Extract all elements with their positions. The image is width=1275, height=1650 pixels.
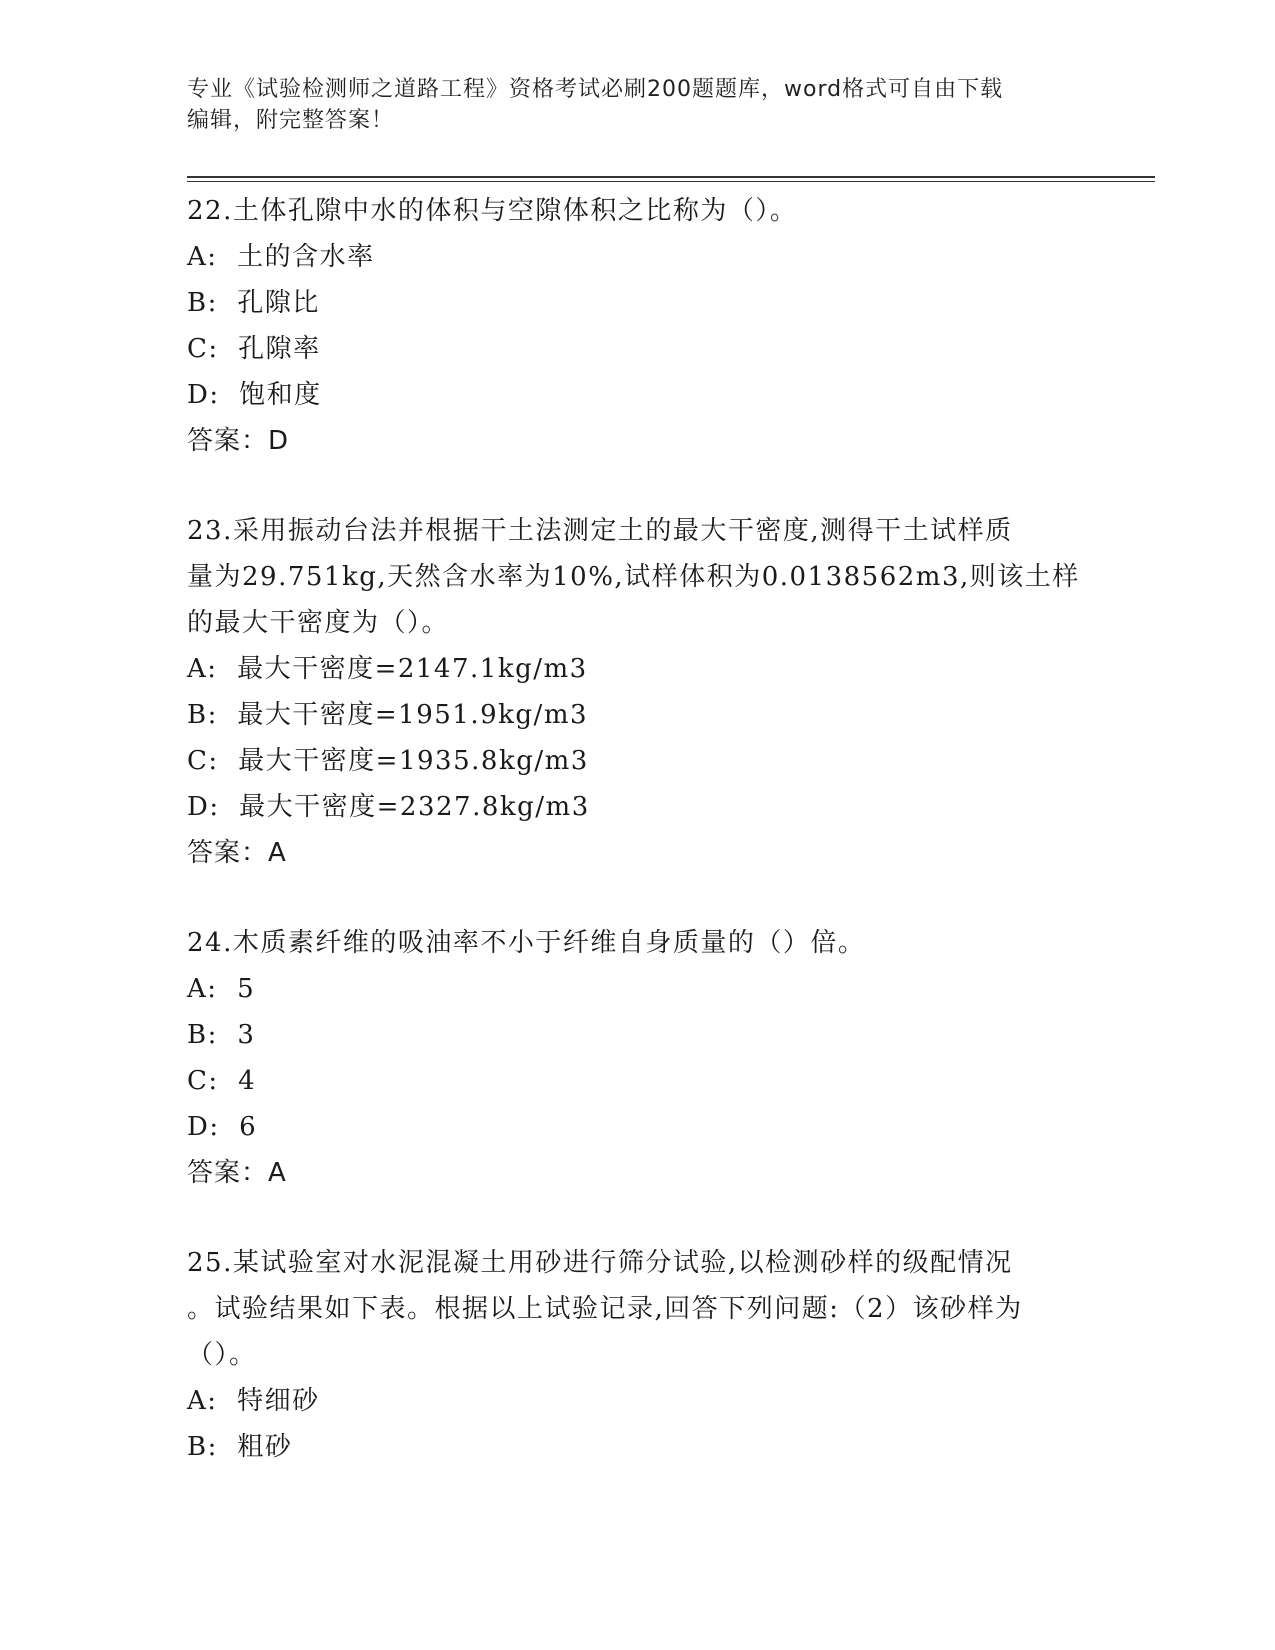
question-24 (187, 920, 1087, 1196)
header-divider-thick (187, 176, 1155, 178)
question-23 (187, 508, 1087, 876)
question-stem-line: 24.木质素纤维的吸油率不小于纤维自身质量的（）倍。 (187, 928, 866, 958)
option-b: B: 粗砂 (187, 1432, 293, 1462)
question-25 (187, 1240, 1087, 1470)
option-b: B: 最大干密度=1951.9kg/m3 (187, 700, 589, 730)
header-line-2: 编辑，附完整答案！ (187, 108, 395, 133)
header-divider-thin (187, 181, 1155, 182)
answer-line: 答案：A (187, 1158, 287, 1188)
option-d: D: 最大干密度=2327.8kg/m3 (187, 792, 590, 822)
option-d: D: 6 (187, 1112, 258, 1142)
option-c: C: 孔隙率 (187, 334, 321, 364)
question-stem-line: 22.土体孔隙中水的体积与空隙体积之比称为（）。 (187, 196, 798, 226)
question-stem-line: 23.采用振动台法并根据干土法测定土的最大干密度,测得干土试样质 (187, 516, 1013, 546)
answer-line: 答案：A (187, 838, 287, 868)
option-b: B: 3 (187, 1020, 256, 1050)
question-stem-line: 。试验结果如下表。根据以上试验记录,回答下列问题:（2）该砂样为 (187, 1294, 1023, 1324)
question-stem-line: 25.某试验室对水泥混凝土用砂进行筛分试验,以检测砂样的级配情况 (187, 1248, 1013, 1278)
header-line-1: 专业《试验检测师之道路工程》资格考试必刷200题题库，word格式可自由下载 (187, 77, 1004, 102)
question-stem-line: （）。 (187, 1340, 257, 1370)
option-c: C: 4 (187, 1066, 257, 1096)
option-a: A: 5 (187, 974, 256, 1004)
option-a: A: 最大干密度=2147.1kg/m3 (187, 654, 588, 684)
question-stem-line: 的最大干密度为（）。 (187, 608, 450, 638)
question-22 (187, 188, 1087, 464)
answer-line: 答案：D (187, 426, 290, 456)
option-c: C: 最大干密度=1935.8kg/m3 (187, 746, 589, 776)
option-a: A: 土的含水率 (187, 242, 375, 272)
option-a: A: 特细砂 (187, 1386, 320, 1416)
option-b: B: 孔隙比 (187, 288, 320, 318)
page-header (187, 74, 1067, 136)
option-d: D: 饱和度 (187, 380, 322, 410)
question-list (187, 188, 1087, 1470)
question-stem-line: 量为29.751kg,天然含水率为10%,试样体积为0.0138562m3,则该土样 (187, 562, 1080, 592)
